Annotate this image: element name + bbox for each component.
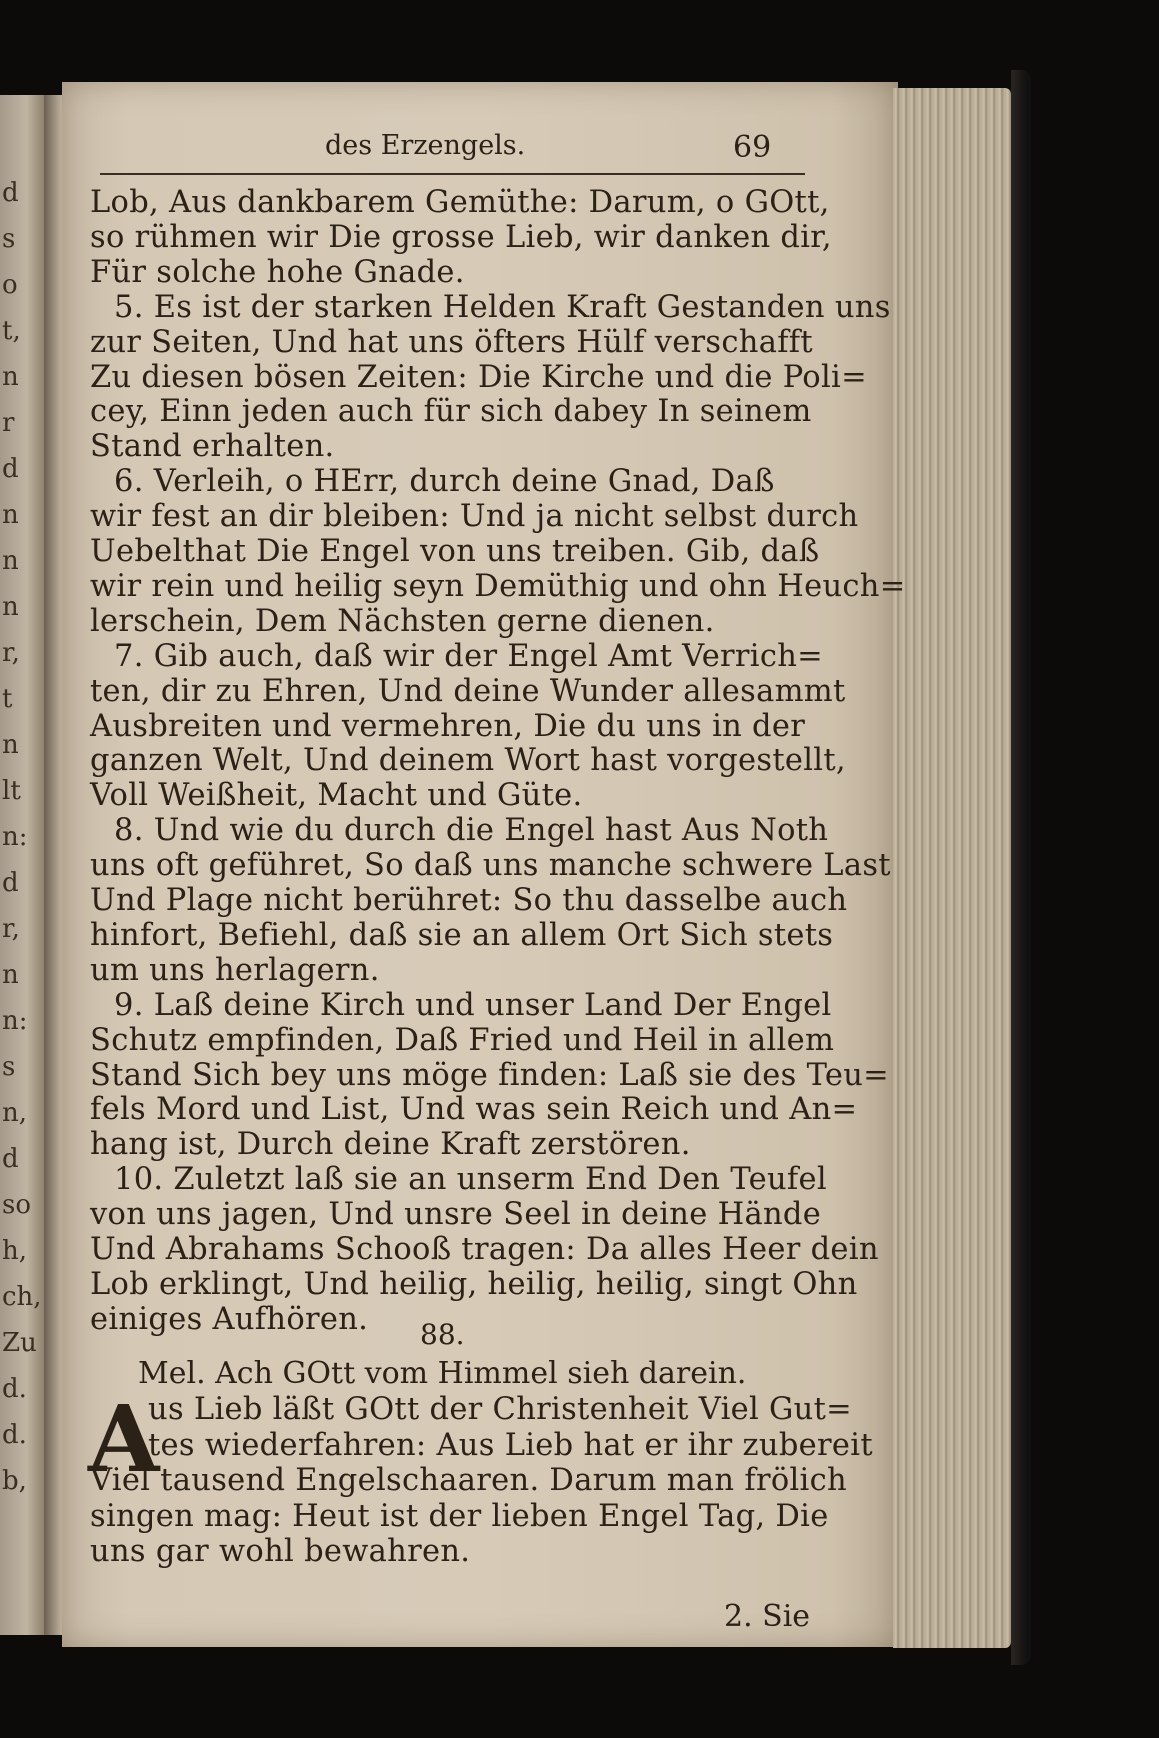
text-line: lerschein, Dem Nächsten gerne dienen. <box>90 603 715 639</box>
text-line: Für solche hohe Gnade. <box>90 254 465 290</box>
left-page-fragment: n: <box>2 822 28 852</box>
left-page-fragment: n <box>2 500 19 530</box>
left-page-fragment: Zu <box>2 1328 37 1358</box>
left-page-fragment: t, <box>2 316 21 346</box>
left-page-fragment: r, <box>2 638 20 668</box>
text-line: so rühmen wir Die grosse Lieb, wir danken dir, <box>90 219 832 255</box>
hymn-number: 88. <box>420 1318 465 1351</box>
hymn-text-line: us Lieb läßt GOtt der Christenheit Viel Gut= <box>148 1392 853 1427</box>
text-line: wir fest an dir bleiben: Und ja nicht selbst durch <box>90 499 859 535</box>
text-line: fels Mord und List, Und was sein Reich und An= <box>90 1092 858 1128</box>
catchword: 2. Sie <box>724 1599 811 1634</box>
text-line: uns oft geführet, So daß uns manche schwere Last <box>90 848 891 884</box>
left-page-fragment: d <box>2 1144 19 1174</box>
text-line: Und Abrahams Schooß tragen: Da alles Heer dein <box>90 1232 879 1267</box>
text-line: von uns jagen, Und unsre Seel in deine Hände <box>90 1197 822 1233</box>
left-page-fragment: r, <box>2 914 20 944</box>
left-page-fragment: n <box>2 546 19 576</box>
text-line: Stand erhalten. <box>90 429 335 465</box>
left-page-fragment: d. <box>2 1420 27 1450</box>
text-line: hinfort, Befiehl, daß sie an allem Ort Sich stets <box>90 917 834 953</box>
left-page-fragment: d <box>2 454 19 484</box>
text-line: Und Plage nicht berühret: So thu dasselbe auch <box>90 883 848 918</box>
hymn-text-line: Viel tausend Engelschaaren. Darum man frölich <box>90 1463 847 1498</box>
running-title: des Erzengels. <box>325 130 526 161</box>
left-page-fragment: t <box>2 684 13 714</box>
text-line: 6. Verleih, o HErr, durch deine Gnad, Daß <box>114 464 775 500</box>
text-line: Ausbreiten und vermehren, Die du uns in der <box>90 708 806 744</box>
left-page-fragment: r <box>2 408 15 438</box>
text-line: um uns herlagern. <box>90 952 380 988</box>
text-line: wir rein und heilig seyn Demüthig und ohn Heuch= <box>90 568 906 604</box>
left-page-fragment: lt <box>2 776 21 806</box>
text-line: 8. Und wie du durch die Engel hast Aus Noth <box>114 813 829 849</box>
hymn-text-line: singen mag: Heut ist der lieben Engel Tag, Die <box>90 1498 829 1534</box>
text-line: 9. Laß deine Kirch und unser Land Der Engel <box>114 987 832 1023</box>
text-line: 10. Zuletzt laß sie an unserm End Den Teufel <box>114 1162 827 1198</box>
text-line: Voll Weißheit, Macht und Güte. <box>90 778 583 814</box>
previous-page-edge <box>0 95 44 1635</box>
running-header <box>90 130 815 174</box>
left-page-fragment: n, <box>2 1098 28 1128</box>
text-line: 5. Es ist der starken Helden Kraft Gestanden uns <box>114 289 891 325</box>
hymn-text-line: tes wiederfahren: Aus Lieb hat er ihr zubereit <box>148 1427 873 1463</box>
hymn-text-line: uns gar wohl bewahren. <box>90 1534 471 1569</box>
left-page-fragment: ch, <box>2 1282 42 1312</box>
text-line: ten, dir zu Ehren, Und deine Wunder allesammt <box>90 673 846 709</box>
left-page-fragment: d <box>2 868 19 898</box>
text-line: Schutz empfinden, Daß Fried und Heil in allem <box>90 1022 835 1058</box>
text-line: Lob erklingt, Und heilig, heilig, heilig, singt Ohn <box>90 1266 858 1302</box>
left-page-fragment: o <box>2 270 18 300</box>
left-page-fragment: d. <box>2 1374 27 1404</box>
left-page-fragment: b, <box>2 1466 27 1496</box>
text-line: 7. Gib auch, daß wir der Engel Amt Verrich= <box>114 638 824 674</box>
text-line: zur Seiten, Und hat uns öfters Hülf verschafft <box>90 324 813 360</box>
left-page-fragment: n <box>2 362 19 392</box>
left-page-fragment: h, <box>2 1236 28 1266</box>
text-line: ganzen Welt, Und deinem Wort hast vorgestellt, <box>90 743 846 779</box>
text-line: Zu diesen bösen Zeiten: Die Kirche und die Poli= <box>90 359 867 395</box>
left-page-fragment: n <box>2 960 19 990</box>
left-page-fragment: n <box>2 730 19 760</box>
text-line: Stand Sich bey uns möge finden: Laß sie des Teu= <box>90 1057 890 1093</box>
book-cover-edge <box>1011 70 1031 1665</box>
left-page-fragment: s <box>2 224 16 254</box>
text-line: cey, Einn jeden auch für sich dabey In seinem <box>90 394 812 430</box>
left-page-fragment: d <box>2 178 19 208</box>
text-line: Uebelthat Die Engel von uns treiben. Gib, daß <box>90 534 820 569</box>
drop-capital: A <box>88 1385 160 1493</box>
left-page-fragment: n: <box>2 1006 28 1036</box>
melody-line: Mel. Ach GOtt vom Himmel sieh darein. <box>138 1356 747 1391</box>
text-line: hang ist, Durch deine Kraft zerstören. <box>90 1127 691 1163</box>
text-line: einiges Aufhören. <box>90 1301 369 1337</box>
left-page-fragment: s <box>2 1052 16 1082</box>
left-page-fragment: n <box>2 592 19 622</box>
left-page-fragment: so <box>2 1190 31 1220</box>
header-rule <box>100 173 805 175</box>
page-stack-edge <box>893 88 1011 1648</box>
page-number: 69 <box>733 130 772 165</box>
text-line: Lob, Aus dankbarem Gemüthe: Darum, o GOtt, <box>90 185 830 220</box>
